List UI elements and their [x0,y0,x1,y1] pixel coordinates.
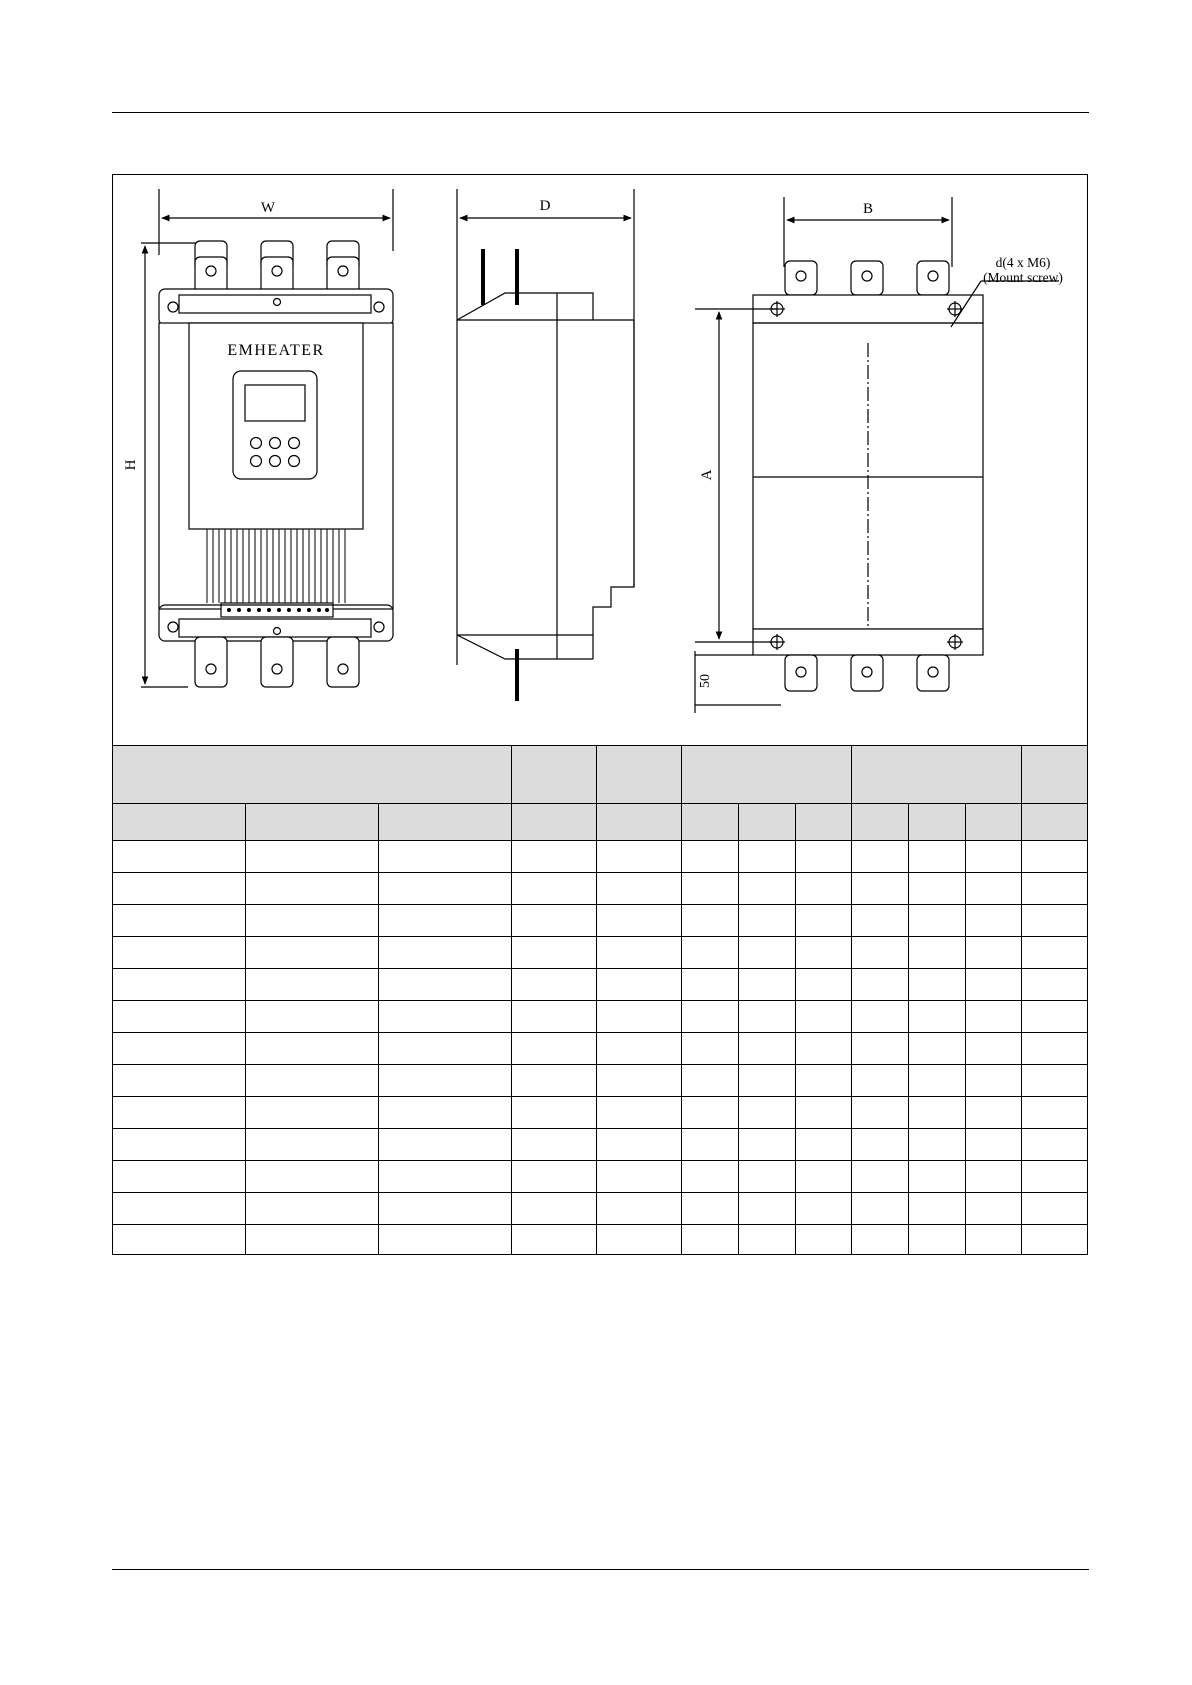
table-cell [852,1097,909,1129]
table-cell [512,1161,597,1193]
table-row [113,905,1089,937]
subheader-cell [597,804,682,841]
dimension-figure-frame [112,174,1088,1255]
footer-rule [112,1569,1089,1570]
table-cell [113,1161,246,1193]
table-subheader-row [113,804,1089,841]
table-cell [852,905,909,937]
table-row [113,1193,1089,1225]
table-cell [1022,1065,1088,1097]
header-group-cell [597,746,682,804]
table-cell [597,1001,682,1033]
table-cell [909,841,966,873]
subheader-cell [796,804,852,841]
table-cell [682,1033,739,1065]
table-cell [512,841,597,873]
subheader-cell [739,804,796,841]
table-cell [739,1065,796,1097]
table-cell [739,905,796,937]
table-cell [682,1193,739,1225]
table-cell [909,905,966,937]
table-cell [966,1097,1022,1129]
table-cell [682,873,739,905]
table-cell [379,1161,512,1193]
subheader-cell [1022,804,1088,841]
table-row [113,1225,1089,1256]
table-cell [966,905,1022,937]
header-group-cell [113,746,512,804]
table-cell [966,1033,1022,1065]
table-cell [597,841,682,873]
table-cell [512,1033,597,1065]
brand-label: EMHEATER [227,342,325,359]
table-cell [852,1001,909,1033]
table-cell [682,969,739,1001]
table-cell [113,905,246,937]
table-cell [739,1225,796,1256]
table-cell [966,1193,1022,1225]
table-cell [379,841,512,873]
table-cell [512,937,597,969]
table-cell [1022,905,1088,937]
table-cell [852,1161,909,1193]
table-cell [852,937,909,969]
table-cell [597,1033,682,1065]
table-cell [909,1193,966,1225]
table-row [113,873,1089,905]
table-cell [909,873,966,905]
width-label: W [260,200,276,216]
table-cell [1022,1225,1088,1256]
table-cell [512,905,597,937]
table-cell [852,873,909,905]
table-cell [1022,1033,1088,1065]
table-cell [1022,1097,1088,1129]
subheader-cell [113,804,246,841]
table-cell [379,1033,512,1065]
table-cell [739,1193,796,1225]
side-view [457,189,634,701]
table-cell [682,1225,739,1256]
table-cell [966,841,1022,873]
screw-label-line2: (Mount screw) [983,270,1063,285]
table-cell [597,1129,682,1161]
table-cell [909,1065,966,1097]
table-cell [512,1225,597,1256]
table-cell [379,1193,512,1225]
table-cell [682,905,739,937]
subheader-cell [246,804,379,841]
table-cell [113,937,246,969]
depth-label: D [539,198,551,214]
table-cell [512,1193,597,1225]
table-cell [852,1193,909,1225]
table-cell [246,1097,379,1129]
table-cell [379,937,512,969]
table-cell [512,1097,597,1129]
table-cell [909,1129,966,1161]
table-cell [682,841,739,873]
table-cell [966,873,1022,905]
table-cell [796,1097,852,1129]
table-cell [796,1065,852,1097]
table-cell [597,873,682,905]
table-cell [246,1065,379,1097]
table-cell [796,873,852,905]
table-cell [966,1065,1022,1097]
table-cell [852,1129,909,1161]
table-cell [113,1001,246,1033]
table-cell [682,1065,739,1097]
table-cell [597,1161,682,1193]
table-row [113,1033,1089,1065]
table-cell [379,969,512,1001]
table-cell [796,1001,852,1033]
table-row [113,1097,1089,1129]
table-cell [739,1129,796,1161]
table-cell [379,873,512,905]
table-cell [246,1001,379,1033]
table-cell [966,1161,1022,1193]
table-cell [796,937,852,969]
table-cell [1022,1193,1088,1225]
spacing-label: B [862,201,874,217]
table-cell [1022,873,1088,905]
table-cell [739,1033,796,1065]
header-group-cell [682,746,852,804]
table-cell [379,1097,512,1129]
table-row [113,1129,1089,1161]
table-cell [909,937,966,969]
table-cell [1022,841,1088,873]
subheader-cell [682,804,739,841]
table-cell [246,1033,379,1065]
table-row [113,1001,1089,1033]
table-header-group-row [113,746,1089,804]
table-cell [512,1001,597,1033]
table-cell [246,873,379,905]
table-cell [739,1097,796,1129]
clearance-label: 50 [698,674,713,688]
table-cell [379,1065,512,1097]
table-cell [113,1225,246,1256]
table-cell [246,937,379,969]
table-cell [909,1097,966,1129]
table-cell [682,937,739,969]
header-group-cell [852,746,1022,804]
subheader-cell [909,804,966,841]
header-group-cell [512,746,597,804]
table-cell [796,1129,852,1161]
table-cell [796,1193,852,1225]
table-cell [966,969,1022,1001]
table-cell [682,1097,739,1129]
table-cell [512,1065,597,1097]
height-label: H [123,459,139,471]
table-cell [512,873,597,905]
table-cell [966,1225,1022,1256]
table-cell [682,1001,739,1033]
table-cell [909,1161,966,1193]
subheader-cell [852,804,909,841]
table-cell [597,1065,682,1097]
table-row [113,937,1089,969]
table-cell [113,1065,246,1097]
table-row [113,841,1089,873]
table-cell [379,1129,512,1161]
table-cell [246,905,379,937]
table-row [113,1065,1089,1097]
table-cell [1022,1129,1088,1161]
table-cell [852,1065,909,1097]
table-cell [682,1161,739,1193]
front-view [141,189,393,687]
header-rule [112,112,1089,113]
table-cell [597,1193,682,1225]
table-cell [379,1225,512,1256]
subheader-cell [379,804,512,841]
table-cell [246,1193,379,1225]
table-cell [379,1001,512,1033]
table-cell [597,1097,682,1129]
table-cell [909,969,966,1001]
table-cell [739,1161,796,1193]
table-cell [246,969,379,1001]
table-cell [796,1225,852,1256]
table-cell [682,1129,739,1161]
table-cell [246,841,379,873]
subheader-cell [512,804,597,841]
table-cell [597,1225,682,1256]
table-cell [113,1193,246,1225]
table-cell [739,873,796,905]
table-cell [1022,969,1088,1001]
table-cell [966,937,1022,969]
table-cell [796,1033,852,1065]
table-cell [909,1001,966,1033]
table-cell [852,969,909,1001]
table-cell [909,1033,966,1065]
table-cell [1022,1001,1088,1033]
table-cell [379,905,512,937]
table-cell [739,841,796,873]
dimension-table [112,745,1088,1255]
table-cell [796,905,852,937]
table-cell [966,1001,1022,1033]
table-cell [739,1001,796,1033]
table-cell [597,969,682,1001]
mount-height-label: A [699,469,715,481]
table-cell [796,841,852,873]
table-cell [512,969,597,1001]
table-cell [512,1129,597,1161]
table-cell [246,1161,379,1193]
table-cell [113,841,246,873]
table-cell [852,1225,909,1256]
table-cell [739,969,796,1001]
screw-label-line1: d(4 x M6) [995,255,1051,270]
table-cell [739,937,796,969]
table-cell [246,1225,379,1256]
table-cell [796,1161,852,1193]
table-cell [1022,937,1088,969]
table-row [113,1161,1089,1193]
subheader-cell [966,804,1022,841]
header-group-cell [1022,746,1088,804]
outline-drawings [113,175,1088,745]
table-cell [113,1033,246,1065]
table-cell [1022,1161,1088,1193]
table-cell [966,1129,1022,1161]
table-cell [909,1225,966,1256]
table-row [113,969,1089,1001]
table-cell [113,969,246,1001]
table-cell [597,905,682,937]
table-cell [113,1129,246,1161]
table-cell [796,969,852,1001]
table-cell [113,1097,246,1129]
table-cell [113,873,246,905]
table-cell [246,1129,379,1161]
table-cell [852,841,909,873]
table-cell [597,937,682,969]
table-cell [852,1033,909,1065]
